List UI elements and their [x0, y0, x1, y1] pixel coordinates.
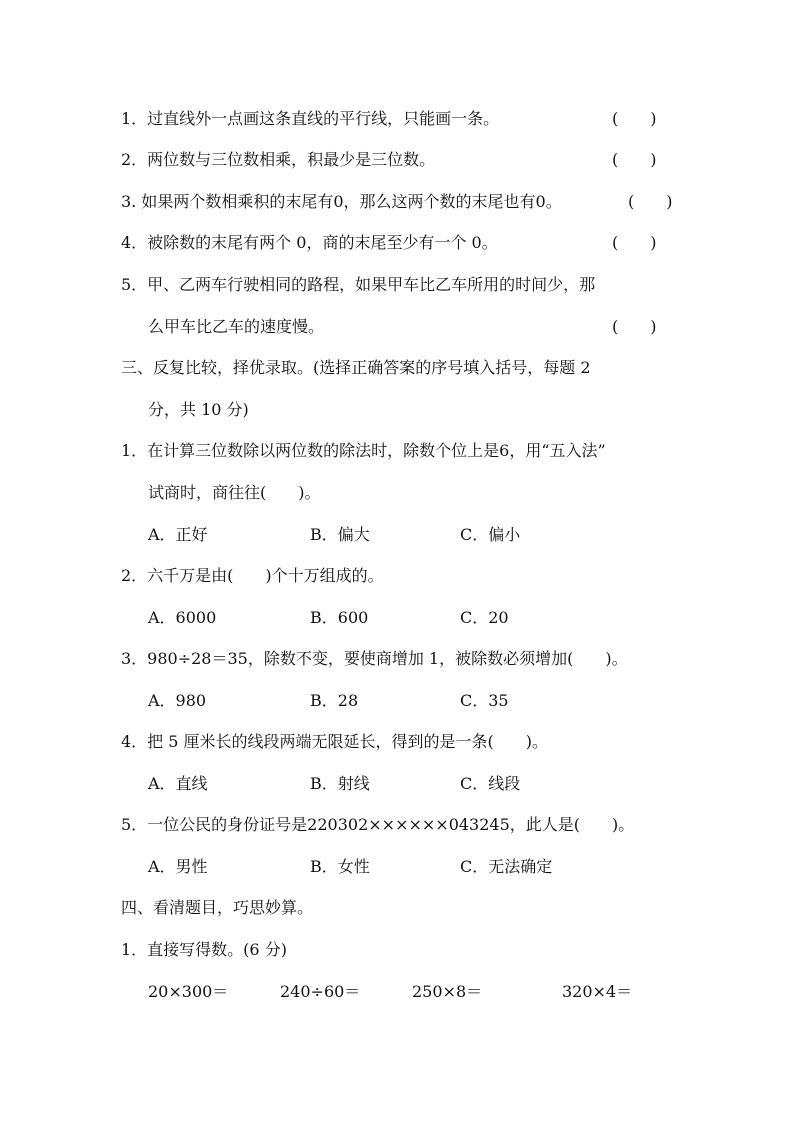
calc-1: 20×300＝: [148, 982, 229, 1001]
calc-4: 320×4＝: [562, 982, 633, 1001]
mc-5-option-c[interactable]: C．无法确定: [460, 857, 553, 876]
mc-item-1-cont: 试商时，商往往( )。: [148, 483, 321, 502]
tf-answer-paren-2[interactable]: ( ): [612, 150, 657, 169]
tf-answer-paren-3[interactable]: ( ): [628, 192, 673, 211]
mc-2-option-c[interactable]: C．20: [460, 608, 509, 627]
mc-4-option-c[interactable]: C．线段: [460, 774, 521, 793]
mc-5-option-b[interactable]: B．女性: [310, 857, 370, 876]
tf-answer-paren-5[interactable]: ( ): [612, 317, 657, 336]
section4-title: 四、看清题目，巧思妙算。: [121, 898, 314, 917]
mc-2-option-b[interactable]: B．600: [310, 608, 369, 627]
mc-1-option-b[interactable]: B．偏大: [310, 525, 370, 544]
calc-2: 240÷60＝: [280, 982, 361, 1001]
mc-3-option-c[interactable]: C．35: [460, 691, 509, 710]
tf-item-4: 4．被除数的末尾有两个 0，商的末尾至少有一个 0。: [121, 233, 498, 252]
mc-3-option-a[interactable]: A．980: [148, 691, 207, 710]
tf-item-5: 5．甲、乙两车行驶相同的路程，如果甲车比乙车所用的时间少，那: [121, 275, 596, 294]
mc-1-option-a[interactable]: A．正好: [148, 525, 208, 544]
section3-title: 三、反复比较，择优录取。(选择正确答案的序号填入括号，每题 2: [121, 358, 591, 377]
mc-3-option-b[interactable]: B．28: [310, 691, 359, 710]
mc-item-4: 4．把 5 厘米长的线段两端无限延长，得到的是一条( )。: [121, 732, 549, 751]
tf-item-3: 3. 如果两个数相乘积的末尾有0，那么这两个数的末尾也有0。: [121, 192, 562, 211]
mc-item-1: 1．在计算三位数除以两位数的除法时，除数个位上是6，用“五入法”: [121, 441, 606, 460]
mc-2-option-a[interactable]: A．6000: [148, 608, 217, 627]
mc-4-option-b[interactable]: B．射线: [310, 774, 370, 793]
section4-sub1: 1．直接写得数。(6 分): [121, 940, 287, 959]
tf-answer-paren-1[interactable]: ( ): [612, 109, 657, 128]
tf-item-2: 2．两位数与三位数相乘，积最少是三位数。: [121, 150, 436, 169]
tf-item-1: 1．过直线外一点画这条直线的平行线，只能画一条。: [121, 109, 500, 128]
mc-4-option-a[interactable]: A．直线: [148, 774, 208, 793]
tf-answer-paren-4[interactable]: ( ): [612, 233, 657, 252]
mc-item-2: 2．六千万是由( )个十万组成的。: [121, 566, 384, 585]
mc-item-3: 3．980÷28＝35，除数不变，要使商增加 1，被除数必须增加( )。: [121, 649, 628, 668]
calc-3: 250×8＝: [412, 982, 483, 1001]
mc-5-option-a[interactable]: A．男性: [148, 857, 208, 876]
tf-item-5-cont: 么甲车比乙车的速度慢。: [148, 317, 325, 336]
mc-item-5: 5．一位公民的身份证号是220302××××××043245，此人是( )。: [121, 815, 635, 834]
mc-1-option-c[interactable]: C．偏小: [460, 525, 521, 544]
section3-title-cont: 分，共 10 分): [148, 400, 249, 419]
